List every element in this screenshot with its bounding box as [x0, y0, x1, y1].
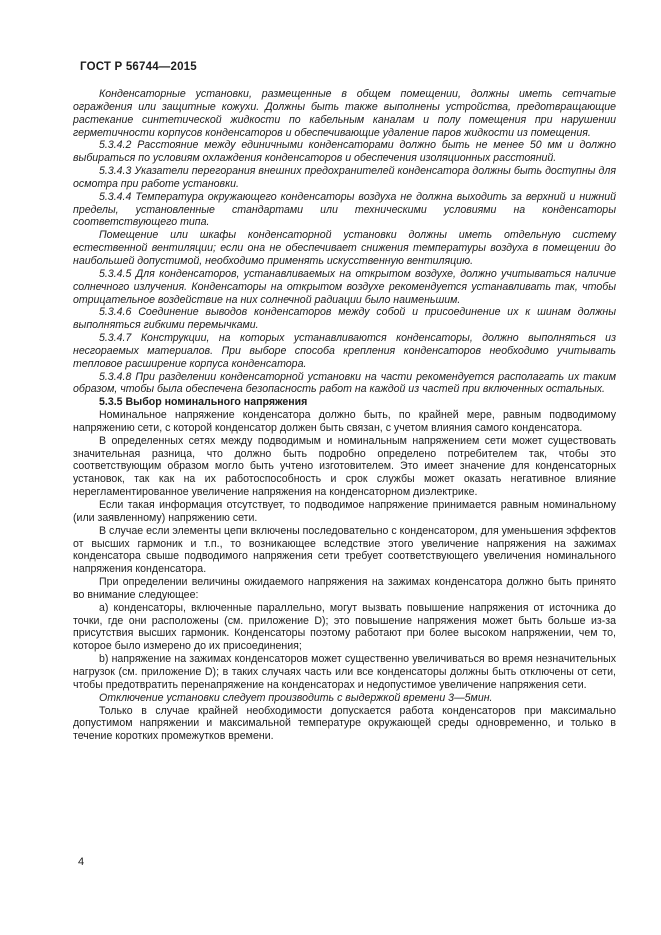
paragraph: При определении величины ожидаемого напряжения на зажимах конденсатора должно быть принято во внимание следующее:	[73, 576, 616, 601]
document-body	[73, 88, 616, 743]
paragraph: Помещение или шкафы конденсаторной установки должны иметь отдельную систему естественной вентиляции; если она не обеспечивает снижения температуры воздуха в помещении до наибольшей допустимой, необходимо применять искусственную вентиляцию.	[73, 229, 616, 267]
paragraph: 5.3.4.7 Конструкции, на которых устанавливаются конденсаторы, должно выполняться из несгораемых материалов. При выборе способа крепления конденсаторов необходимо учитывать тепловое расширение корпуса конденсатора.	[73, 332, 616, 370]
paragraph: 5.3.4.3 Указатели перегорания внешних предохранителей конденсатора должны быть доступны для осмотра при работе установки.	[73, 165, 616, 190]
paragraph: Конденсаторные установки, размещенные в общем помещении, должны иметь сетчатые ограждения или защитные кожухи. Должны быть также выполнены устройства, предотвращающие растекание синтетической жидкости по кабельным каналам и полу помещения при нарушении герметичности корпусов конденсаторов и обеспечивающие удаление паров жидкости из помещения.	[73, 88, 616, 139]
list-item-a: a) конденсаторы, включенные параллельно, могут вызвать повышение напряжения от источника до точки, где они расположены (см. приложение D); это повышение напряжения может быть больше из-за присутствия высших гармоник. Конденсаторы поэтому работают при более высоком напряжении, чем то, которое было измерено до их присоединения;	[73, 601, 616, 653]
list-item-b: b) напряжение на зажимах конденсаторов может существенно увеличиваться во время незначительных нагрузок (см. приложение D); в таких случаях часть или все конденсаторы должны быть отключены от сети, чтобы предотвратить перенапряжение на конденсаторах и недопустимое увеличение напряжения сети.	[73, 653, 616, 691]
section-heading: 5.3.5 Выбор номинального напряжения	[99, 396, 308, 409]
paragraph: В определенных сетях между подводимым и номинальным напряжением сети может существовать значительная разница, что должно быть подробно определено потребителем так, чтобы это соответствующим образом могло быть учтено изготовителем. Это имеет значение для конденсаторных установок, так как на их работоспособность и срок службы может оказать негативное влияние нерегламентированное увеличение напряжения на конденсаторном диэлектрике.	[73, 434, 616, 499]
paragraph: 5.3.4.8 При разделении конденсаторной установки на части рекомендуется располагать их таким образом, чтобы была обеспечена безопасность работ на каждой из частей при включенных остальных.	[73, 370, 616, 396]
paragraph: 5.3.4.5 Для конденсаторов, устанавливаемых на открытом воздухе, должно учитываться наличие солнечного излучения. Конденсаторы на открытом воздухе рекомендуется устанавливать так, чтобы отрицательное воздействие на них солнечной радиации было наименьшим.	[73, 267, 616, 306]
paragraph: 5.3.4.4 Температура окружающего конденсаторы воздуха не должна выходить за верхний и нижний пределы, установленные стандартами или техническими условиями на конденсаторы соответствующего типа.	[73, 190, 616, 229]
paragraph: Если такая информация отсутствует, то подводимое напряжение принимается равным номинальному (или заявленному) напряжению сети.	[73, 499, 616, 524]
paragraph: Отключение установки следует производить с выдержкой времени 3—5мин.	[99, 691, 493, 704]
paragraph: В случае если элементы цепи включены последовательно с конденсатором, для уменьшения эффектов от высших гармоник и т.п., то возникающее вследствие этого увеличение напряжения на зажимах конденсатора свыше подводимого напряжения сети требует соответствующего увеличения номинального напряжения конденсатора.	[73, 524, 616, 576]
document-header-designation: ГОСТ Р 56744—2015	[80, 61, 197, 73]
paragraph: 5.3.4.6 Соединение выводов конденсаторов между собой и присоединение их к шинам должны выполняться гибкими перемычками.	[73, 306, 616, 332]
paragraph: Только в случае крайней необходимости допускается работа конденсаторов при максимально допустимом напряжении и максимальной температуре окружающей среды одновременно, и только в течение коротких промежутков времени.	[73, 704, 616, 743]
paragraph: Номинальное напряжение конденсатора должно быть, по крайней мере, равным подводимому напряжению сети, с которой конденсатор должен быть связан, с учетом влияния самого конденсатора.	[73, 409, 616, 434]
paragraph: 5.3.4.2 Расстояние между единичными конденсаторами должно быть не менее 50 мм и должно выбираться по условиям охлаждения конденсаторов и обеспечения изоляционных расстояний.	[73, 139, 616, 165]
page-number: 4	[78, 856, 85, 868]
